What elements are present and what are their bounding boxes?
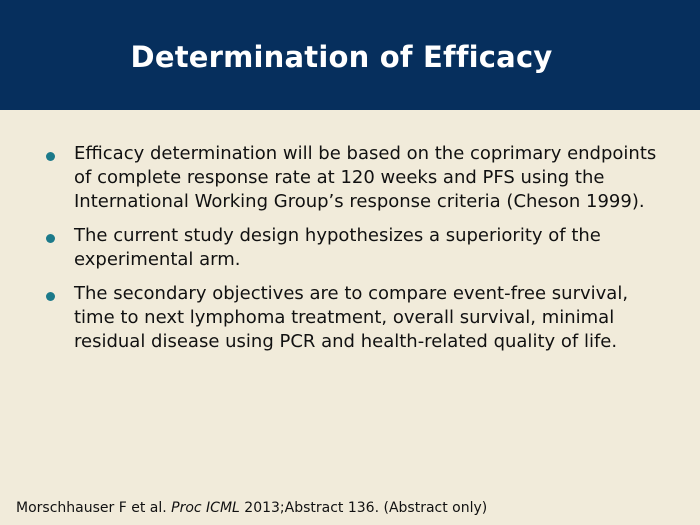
- citation: [16, 498, 487, 518]
- citation-details: 2013;Abstract 136. (Abstract only): [244, 500, 488, 516]
- slide-title: Determination of Efficacy: [130, 40, 553, 74]
- bullet-text: The current study design hypothesizes a superiority of the experimental arm.: [74, 225, 601, 270]
- bullet-item: [0, 142, 700, 214]
- bullet-item: [0, 224, 700, 272]
- title-banner: [0, 0, 700, 110]
- bullet-item: [0, 282, 700, 354]
- bullet-dot-icon: [46, 292, 55, 301]
- citation-authors: Morschhauser F et al.: [16, 500, 167, 516]
- bullet-dot-icon: [46, 152, 55, 161]
- bullet-text: Efficacy determination will be based on the coprimary endpoints of complete response rate at 120 weeks and PFS using the International Working Group’s response criteria (Cheson 1999).: [74, 143, 657, 212]
- citation-journal: Proc ICML: [171, 500, 240, 516]
- bullet-dot-icon: [46, 234, 55, 243]
- bullet-text: The secondary objectives are to compare event-free survival, time to next lymphoma treatment, overall survival, minimal residual disease using PCR and health-related quality of life.: [74, 283, 629, 352]
- bullet-list: [0, 142, 700, 364]
